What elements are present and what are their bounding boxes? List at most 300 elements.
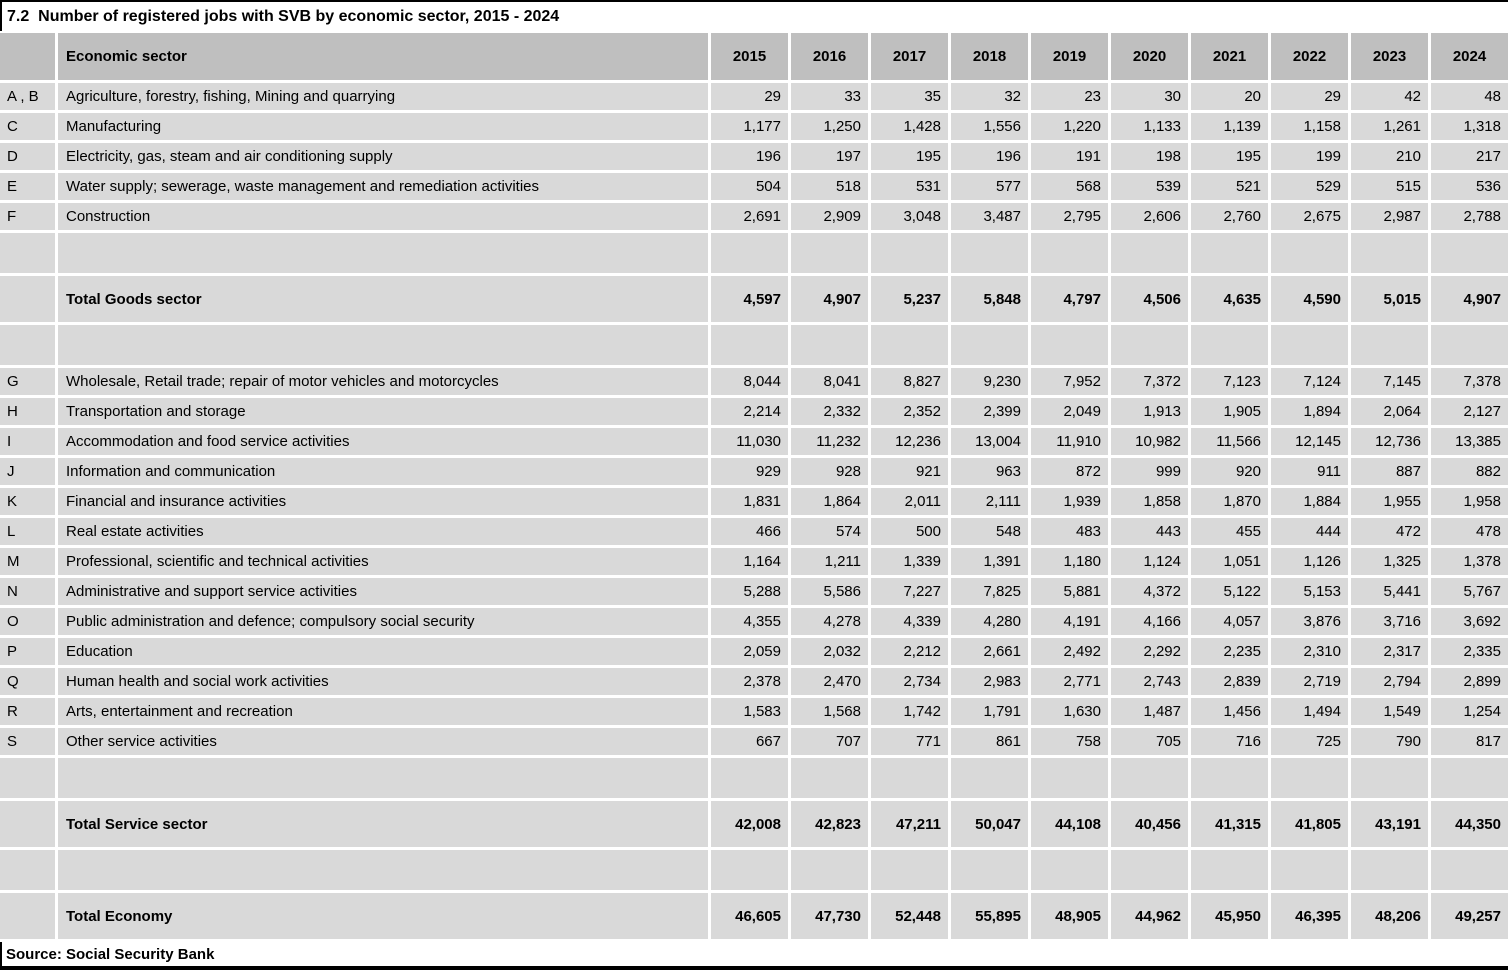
- cell-2020: 2,606: [1111, 203, 1188, 230]
- cell-2015: 11,030: [711, 428, 788, 455]
- cell-2019: 48,905: [1031, 893, 1108, 939]
- row-label: Public administration and defence; compulsory social security: [58, 608, 708, 635]
- cell-2019: 872: [1031, 458, 1108, 485]
- cell-2015: 46,605: [711, 893, 788, 939]
- cell-2018: 2,983: [951, 668, 1028, 695]
- cell-2017: 921: [871, 458, 948, 485]
- table-row: [0, 83, 1508, 110]
- cell-2017: 2,011: [871, 488, 948, 515]
- cell-2020: 1,913: [1111, 398, 1188, 425]
- cell-2023: 1,325: [1351, 548, 1428, 575]
- cell-2023: [1351, 325, 1428, 365]
- cell-2016: 2,909: [791, 203, 868, 230]
- cell-2018: 548: [951, 518, 1028, 545]
- row-code: [0, 801, 55, 847]
- row-code: A , B: [0, 83, 55, 110]
- cell-2021: [1191, 850, 1268, 890]
- cell-2022: 4,590: [1271, 276, 1348, 322]
- cell-2021: 2,760: [1191, 203, 1268, 230]
- cell-2024: 536: [1431, 173, 1508, 200]
- cell-2015: 4,597: [711, 276, 788, 322]
- cell-2024: [1431, 325, 1508, 365]
- cell-2016: 33: [791, 83, 868, 110]
- cell-2017: 2,352: [871, 398, 948, 425]
- cell-2017: [871, 325, 948, 365]
- cell-2019: 2,771: [1031, 668, 1108, 695]
- cell-2016: [791, 325, 868, 365]
- cell-2022: 725: [1271, 728, 1348, 755]
- header-year-2015: 2015: [711, 33, 788, 80]
- cell-2016: 2,032: [791, 638, 868, 665]
- cell-2024: 48: [1431, 83, 1508, 110]
- row-label: Real estate activities: [58, 518, 708, 545]
- row-label: [58, 233, 708, 273]
- cell-2015: 1,831: [711, 488, 788, 515]
- cell-2016: [791, 758, 868, 798]
- table-total-row: [0, 801, 1508, 847]
- cell-2020: [1111, 850, 1188, 890]
- table-spacer-row: [0, 758, 1508, 798]
- cell-2015: 2,214: [711, 398, 788, 425]
- cell-2020: 40,456: [1111, 801, 1188, 847]
- cell-2023: 48,206: [1351, 893, 1428, 939]
- table-spacer-row: [0, 325, 1508, 365]
- cell-2020: 7,372: [1111, 368, 1188, 395]
- cell-2020: 1,858: [1111, 488, 1188, 515]
- cell-2018: 5,848: [951, 276, 1028, 322]
- row-label: Agriculture, forestry, fishing, Mining and quarrying: [58, 83, 708, 110]
- cell-2015: 1,583: [711, 698, 788, 725]
- cell-2016: 42,823: [791, 801, 868, 847]
- cell-2016: 1,250: [791, 113, 868, 140]
- cell-2022: 199: [1271, 143, 1348, 170]
- row-code: L: [0, 518, 55, 545]
- row-label: Total Service sector: [58, 801, 708, 847]
- cell-2020: 30: [1111, 83, 1188, 110]
- cell-2020: 2,743: [1111, 668, 1188, 695]
- header-year-2021: 2021: [1191, 33, 1268, 80]
- table-row: [0, 458, 1508, 485]
- cell-2017: 531: [871, 173, 948, 200]
- row-code: K: [0, 488, 55, 515]
- cell-2022: 529: [1271, 173, 1348, 200]
- cell-2020: 443: [1111, 518, 1188, 545]
- table-row: [0, 368, 1508, 395]
- cell-2021: [1191, 325, 1268, 365]
- cell-2023: 42: [1351, 83, 1428, 110]
- row-label: Electricity, gas, steam and air conditioning supply: [58, 143, 708, 170]
- cell-2023: 515: [1351, 173, 1428, 200]
- cell-2016: 197: [791, 143, 868, 170]
- cell-2015: 196: [711, 143, 788, 170]
- row-code: S: [0, 728, 55, 755]
- cell-2019: 1,180: [1031, 548, 1108, 575]
- header-sector-label: Economic sector: [58, 33, 708, 80]
- cell-2019: 7,952: [1031, 368, 1108, 395]
- table-spacer-row: [0, 233, 1508, 273]
- cell-2018: 13,004: [951, 428, 1028, 455]
- cell-2021: 1,051: [1191, 548, 1268, 575]
- header-year-2022: 2022: [1271, 33, 1348, 80]
- cell-2022: 444: [1271, 518, 1348, 545]
- cell-2017: 35: [871, 83, 948, 110]
- cell-2023: 7,145: [1351, 368, 1428, 395]
- row-code: D: [0, 143, 55, 170]
- cell-2024: 3,692: [1431, 608, 1508, 635]
- cell-2020: 1,487: [1111, 698, 1188, 725]
- row-label: Arts, entertainment and recreation: [58, 698, 708, 725]
- row-label: [58, 850, 708, 890]
- cell-2024: 882: [1431, 458, 1508, 485]
- row-code: O: [0, 608, 55, 635]
- header-year-2016: 2016: [791, 33, 868, 80]
- cell-2021: 521: [1191, 173, 1268, 200]
- cell-2016: 574: [791, 518, 868, 545]
- cell-2023: [1351, 850, 1428, 890]
- cell-2024: [1431, 233, 1508, 273]
- cell-2020: [1111, 233, 1188, 273]
- cell-2019: 191: [1031, 143, 1108, 170]
- bottom-border-bar: [0, 966, 1508, 970]
- cell-2018: [951, 233, 1028, 273]
- cell-2021: 41,315: [1191, 801, 1268, 847]
- cell-2017: 7,227: [871, 578, 948, 605]
- row-label: Total Economy: [58, 893, 708, 939]
- cell-2021: 45,950: [1191, 893, 1268, 939]
- table-row: [0, 608, 1508, 635]
- cell-2024: 4,907: [1431, 276, 1508, 322]
- cell-2018: 2,399: [951, 398, 1028, 425]
- row-code: [0, 276, 55, 322]
- cell-2020: [1111, 758, 1188, 798]
- row-code: I: [0, 428, 55, 455]
- cell-2023: 2,317: [1351, 638, 1428, 665]
- table-total-row: [0, 893, 1508, 939]
- cell-2022: 46,395: [1271, 893, 1348, 939]
- cell-2015: 929: [711, 458, 788, 485]
- cell-2015: 1,177: [711, 113, 788, 140]
- cell-2016: 5,586: [791, 578, 868, 605]
- table-row: [0, 398, 1508, 425]
- cell-2023: 2,064: [1351, 398, 1428, 425]
- cell-2015: [711, 758, 788, 798]
- cell-2015: [711, 850, 788, 890]
- row-label: [58, 758, 708, 798]
- table-total-row: [0, 276, 1508, 322]
- cell-2023: 1,955: [1351, 488, 1428, 515]
- cell-2024: 1,318: [1431, 113, 1508, 140]
- row-code: [0, 758, 55, 798]
- cell-2023: 790: [1351, 728, 1428, 755]
- cell-2021: 4,057: [1191, 608, 1268, 635]
- cell-2017: 3,048: [871, 203, 948, 230]
- cell-2019: [1031, 758, 1108, 798]
- cell-2019: 23: [1031, 83, 1108, 110]
- cell-2019: 2,049: [1031, 398, 1108, 425]
- cell-2023: 5,015: [1351, 276, 1428, 322]
- cell-2015: 2,378: [711, 668, 788, 695]
- cell-2020: 44,962: [1111, 893, 1188, 939]
- cell-2023: 1,549: [1351, 698, 1428, 725]
- cell-2018: 1,391: [951, 548, 1028, 575]
- cell-2016: 2,470: [791, 668, 868, 695]
- cell-2019: [1031, 850, 1108, 890]
- row-code: J: [0, 458, 55, 485]
- cell-2021: 2,235: [1191, 638, 1268, 665]
- cell-2024: 2,335: [1431, 638, 1508, 665]
- cell-2022: 7,124: [1271, 368, 1348, 395]
- cell-2015: 29: [711, 83, 788, 110]
- row-code: C: [0, 113, 55, 140]
- cell-2022: 12,145: [1271, 428, 1348, 455]
- cell-2016: 11,232: [791, 428, 868, 455]
- table-spacer-row: [0, 850, 1508, 890]
- cell-2019: [1031, 325, 1108, 365]
- cell-2019: 11,910: [1031, 428, 1108, 455]
- table-row: [0, 548, 1508, 575]
- cell-2021: 20: [1191, 83, 1268, 110]
- cell-2021: 1,870: [1191, 488, 1268, 515]
- table-row: [0, 668, 1508, 695]
- row-label: Construction: [58, 203, 708, 230]
- cell-2022: 2,675: [1271, 203, 1348, 230]
- cell-2020: 1,133: [1111, 113, 1188, 140]
- cell-2017: [871, 233, 948, 273]
- cell-2024: 2,127: [1431, 398, 1508, 425]
- row-code: [0, 325, 55, 365]
- cell-2016: 1,211: [791, 548, 868, 575]
- table-row: [0, 578, 1508, 605]
- cell-2018: 7,825: [951, 578, 1028, 605]
- table-row: [0, 638, 1508, 665]
- table-row: [0, 488, 1508, 515]
- cell-2016: 518: [791, 173, 868, 200]
- cell-2024: 1,378: [1431, 548, 1508, 575]
- cell-2022: [1271, 758, 1348, 798]
- cell-2024: 217: [1431, 143, 1508, 170]
- cell-2018: 4,280: [951, 608, 1028, 635]
- cell-2023: 43,191: [1351, 801, 1428, 847]
- cell-2021: 1,456: [1191, 698, 1268, 725]
- cell-2020: 4,506: [1111, 276, 1188, 322]
- cell-2016: 8,041: [791, 368, 868, 395]
- cell-2018: 2,111: [951, 488, 1028, 515]
- cell-2018: 861: [951, 728, 1028, 755]
- cell-2017: 1,742: [871, 698, 948, 725]
- row-label: Administrative and support service activities: [58, 578, 708, 605]
- cell-2023: 887: [1351, 458, 1428, 485]
- cell-2021: 455: [1191, 518, 1268, 545]
- cell-2024: 7,378: [1431, 368, 1508, 395]
- cell-2019: 1,630: [1031, 698, 1108, 725]
- header-year-2018: 2018: [951, 33, 1028, 80]
- row-label: Financial and insurance activities: [58, 488, 708, 515]
- cell-2017: 500: [871, 518, 948, 545]
- cell-2021: 11,566: [1191, 428, 1268, 455]
- table-row: [0, 113, 1508, 140]
- cell-2023: 2,794: [1351, 668, 1428, 695]
- cell-2023: 210: [1351, 143, 1428, 170]
- header-year-2020: 2020: [1111, 33, 1188, 80]
- cell-2015: 466: [711, 518, 788, 545]
- table-row: [0, 728, 1508, 755]
- cell-2016: 1,864: [791, 488, 868, 515]
- cell-2022: 1,894: [1271, 398, 1348, 425]
- cell-2024: 44,350: [1431, 801, 1508, 847]
- cell-2018: 3,487: [951, 203, 1028, 230]
- cell-2020: 705: [1111, 728, 1188, 755]
- cell-2021: 4,635: [1191, 276, 1268, 322]
- cell-2022: 1,494: [1271, 698, 1348, 725]
- cell-2016: [791, 850, 868, 890]
- cell-2022: 2,310: [1271, 638, 1348, 665]
- cell-2022: 911: [1271, 458, 1348, 485]
- cell-2018: 32: [951, 83, 1028, 110]
- cell-2015: 5,288: [711, 578, 788, 605]
- cell-2024: [1431, 758, 1508, 798]
- cell-2015: 667: [711, 728, 788, 755]
- cell-2019: [1031, 233, 1108, 273]
- cell-2020: 2,292: [1111, 638, 1188, 665]
- cell-2017: 2,734: [871, 668, 948, 695]
- table-row: [0, 518, 1508, 545]
- row-label: [58, 325, 708, 365]
- cell-2022: 1,884: [1271, 488, 1348, 515]
- cell-2021: 716: [1191, 728, 1268, 755]
- cell-2018: 577: [951, 173, 1028, 200]
- table-header-row: [0, 33, 1508, 80]
- cell-2018: 1,791: [951, 698, 1028, 725]
- cell-2024: 2,899: [1431, 668, 1508, 695]
- header-code-cell: [0, 33, 55, 80]
- row-code: P: [0, 638, 55, 665]
- cell-2017: 8,827: [871, 368, 948, 395]
- cell-2021: 1,905: [1191, 398, 1268, 425]
- cell-2019: 5,881: [1031, 578, 1108, 605]
- cell-2017: 1,339: [871, 548, 948, 575]
- cell-2015: 4,355: [711, 608, 788, 635]
- cell-2024: 2,788: [1431, 203, 1508, 230]
- cell-2024: 49,257: [1431, 893, 1508, 939]
- cell-2017: 12,236: [871, 428, 948, 455]
- cell-2019: 1,939: [1031, 488, 1108, 515]
- cell-2018: 963: [951, 458, 1028, 485]
- cell-2016: 707: [791, 728, 868, 755]
- cell-2019: 568: [1031, 173, 1108, 200]
- header-year-2017: 2017: [871, 33, 948, 80]
- row-code: F: [0, 203, 55, 230]
- cell-2016: 4,907: [791, 276, 868, 322]
- cell-2017: 52,448: [871, 893, 948, 939]
- cell-2016: 47,730: [791, 893, 868, 939]
- cell-2019: 44,108: [1031, 801, 1108, 847]
- row-label: Wholesale, Retail trade; repair of motor vehicles and motorcycles: [58, 368, 708, 395]
- cell-2018: 1,556: [951, 113, 1028, 140]
- cell-2020: [1111, 325, 1188, 365]
- table-row: [0, 203, 1508, 230]
- cell-2022: 1,158: [1271, 113, 1348, 140]
- cell-2017: [871, 850, 948, 890]
- cell-2021: 2,839: [1191, 668, 1268, 695]
- cell-2023: 3,716: [1351, 608, 1428, 635]
- cell-2016: 2,332: [791, 398, 868, 425]
- cell-2024: 817: [1431, 728, 1508, 755]
- cell-2022: 5,153: [1271, 578, 1348, 605]
- table-row: [0, 428, 1508, 455]
- row-code: R: [0, 698, 55, 725]
- row-code: Q: [0, 668, 55, 695]
- cell-2020: 1,124: [1111, 548, 1188, 575]
- table-row: [0, 143, 1508, 170]
- cell-2021: 920: [1191, 458, 1268, 485]
- row-label: Education: [58, 638, 708, 665]
- row-label: Professional, scientific and technical activities: [58, 548, 708, 575]
- cell-2015: 2,691: [711, 203, 788, 230]
- cell-2020: 10,982: [1111, 428, 1188, 455]
- cell-2019: 2,795: [1031, 203, 1108, 230]
- cell-2017: 4,339: [871, 608, 948, 635]
- cell-2021: 7,123: [1191, 368, 1268, 395]
- cell-2018: 196: [951, 143, 1028, 170]
- cell-2022: [1271, 325, 1348, 365]
- cell-2023: 472: [1351, 518, 1428, 545]
- cell-2018: 55,895: [951, 893, 1028, 939]
- cell-2015: 42,008: [711, 801, 788, 847]
- cell-2015: [711, 233, 788, 273]
- row-code: N: [0, 578, 55, 605]
- cell-2019: 4,191: [1031, 608, 1108, 635]
- cell-2020: 999: [1111, 458, 1188, 485]
- cell-2022: [1271, 850, 1348, 890]
- cell-2023: 12,736: [1351, 428, 1428, 455]
- cell-2023: 1,261: [1351, 113, 1428, 140]
- cell-2017: 47,211: [871, 801, 948, 847]
- row-code: H: [0, 398, 55, 425]
- table-row: [0, 698, 1508, 725]
- row-code: [0, 233, 55, 273]
- cell-2016: 4,278: [791, 608, 868, 635]
- row-label: Information and communication: [58, 458, 708, 485]
- cell-2024: 1,254: [1431, 698, 1508, 725]
- cell-2019: 758: [1031, 728, 1108, 755]
- cell-2018: [951, 758, 1028, 798]
- row-code: G: [0, 368, 55, 395]
- source-note: Source: Social Security Bank: [0, 942, 1508, 966]
- cell-2019: 483: [1031, 518, 1108, 545]
- row-label: Other service activities: [58, 728, 708, 755]
- cell-2022: 1,126: [1271, 548, 1348, 575]
- cell-2018: [951, 850, 1028, 890]
- cell-2019: 2,492: [1031, 638, 1108, 665]
- cell-2024: [1431, 850, 1508, 890]
- cell-2020: 198: [1111, 143, 1188, 170]
- cell-2016: 1,568: [791, 698, 868, 725]
- cell-2018: 2,661: [951, 638, 1028, 665]
- cell-2021: [1191, 758, 1268, 798]
- header-year-2024: 2024: [1431, 33, 1508, 80]
- cell-2017: 771: [871, 728, 948, 755]
- row-label: Water supply; sewerage, waste management and remediation activities: [58, 173, 708, 200]
- row-code: M: [0, 548, 55, 575]
- header-year-2019: 2019: [1031, 33, 1108, 80]
- cell-2022: 29: [1271, 83, 1348, 110]
- cell-2018: 50,047: [951, 801, 1028, 847]
- cell-2019: 1,220: [1031, 113, 1108, 140]
- row-code: [0, 850, 55, 890]
- cell-2022: 2,719: [1271, 668, 1348, 695]
- cell-2018: [951, 325, 1028, 365]
- cell-2019: 4,797: [1031, 276, 1108, 322]
